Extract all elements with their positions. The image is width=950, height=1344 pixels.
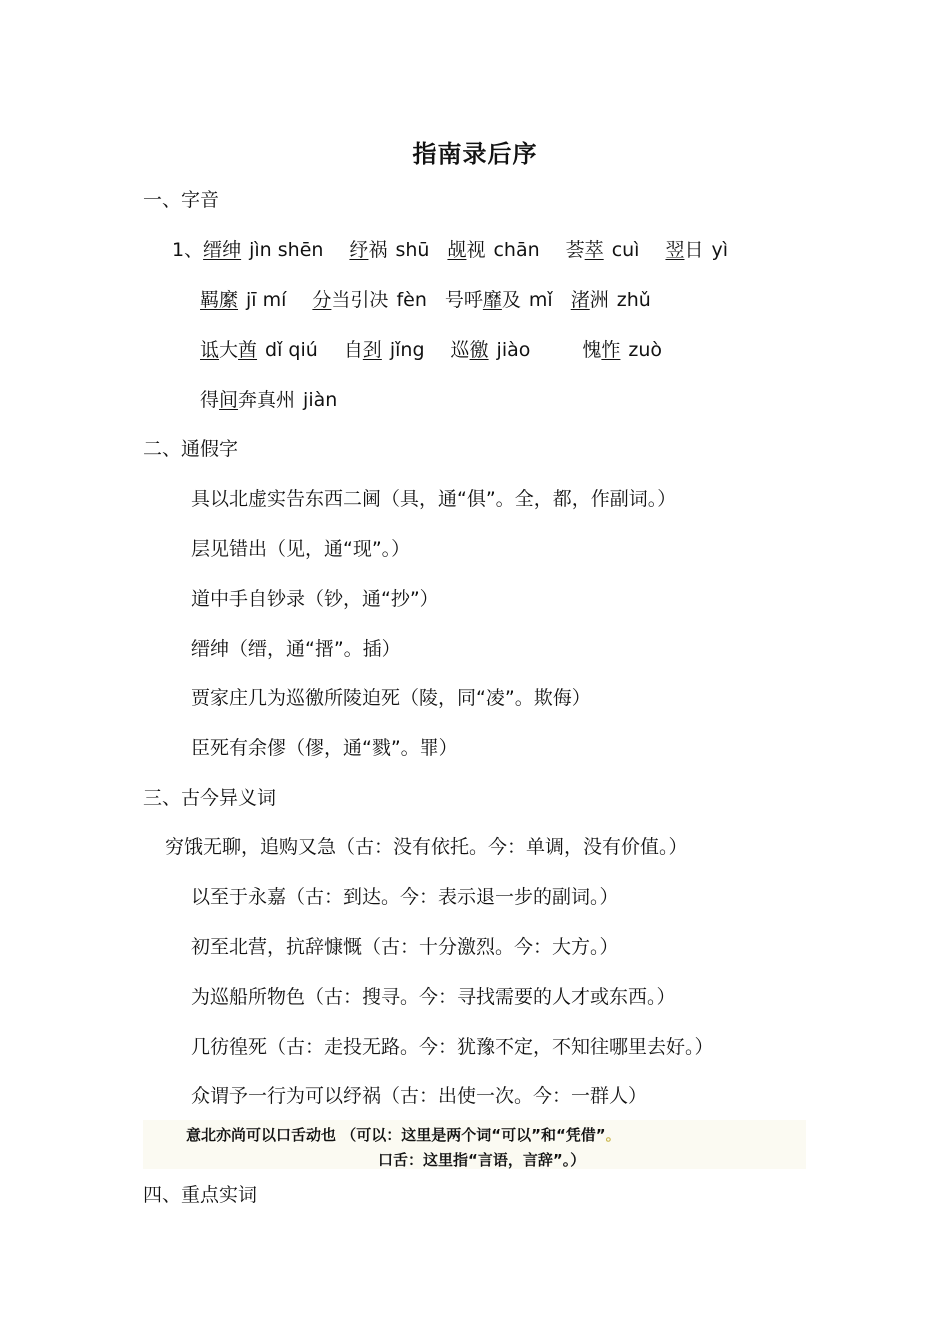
tongjia-item: 贾家庄几为巡徼所陵迫死（陵，同“凌”。欺侮） [191, 687, 591, 709]
pronunciation-row-1 [172, 238, 728, 262]
document-title: 指南录后序 [412, 140, 538, 168]
pinyin: jiào [496, 339, 531, 361]
highlighted-note-line-2: 口舌：这里指“言语，言辞”。） [378, 1151, 586, 1169]
word-mid: 大 [219, 339, 239, 361]
word: 酋 [238, 339, 258, 361]
pinyin: shū [395, 239, 430, 261]
tongjia-item: 缙绅（缙，通“搢”。插） [191, 638, 401, 660]
word: 萃 [584, 239, 604, 261]
gujin-item: 穷饿无聊，追购又急（古：没有依托。今：单调，没有价值。） [165, 836, 688, 858]
section-heading-pronunciation: 一、字音 [143, 189, 220, 211]
word: 分 [312, 289, 332, 311]
word: 间 [219, 389, 239, 411]
tongjia-item: 道中手自钞录（钞，通“抄”） [191, 588, 439, 610]
gujin-item: 为巡船所物色（古：搜寻。今：寻找需要的人才或东西。） [191, 986, 676, 1008]
word: 翌 [665, 239, 685, 261]
pronunciation-row-2 [200, 288, 651, 312]
gujin-item: 几彷徨死（古：走投无路。今：犹豫不定，不知往哪里去好。） [191, 1036, 714, 1058]
word: 缙绅 [203, 239, 242, 261]
pinyin: jìn shēn [249, 239, 324, 261]
pinyin: zhǔ [616, 289, 651, 311]
tongjia-item: 具以北虚实告东西二阃（具，通“俱”。全，都，作副词。） [191, 488, 677, 510]
word-pre: 自 [343, 339, 363, 361]
tongjia-item: 臣死有余僇（僇，通“戮”。罪） [191, 737, 458, 759]
gujin-item: 以至于永嘉（古：到达。今：表示退一步的副词。） [191, 886, 619, 908]
pronunciation-row-3 [200, 338, 662, 362]
word: 徼 [469, 339, 489, 361]
word-pre: 得 [200, 389, 220, 411]
pinyin: dǐ qiú [265, 339, 318, 361]
word-pre: 愧 [582, 339, 602, 361]
pinyin: mǐ [528, 289, 553, 311]
pinyin: yì [711, 239, 729, 261]
word: 诋 [200, 339, 220, 361]
word: 渚 [570, 289, 590, 311]
gujin-item: 初至北营，抗辞慷慨（古：十分激烈。今：大方。） [191, 936, 619, 958]
word-rest: 祸 [368, 239, 388, 261]
word-rest: 奔真州 [238, 389, 296, 411]
section-heading-shici: 四、重点实词 [143, 1184, 258, 1206]
row-prefix: 1、 [172, 239, 204, 261]
word-rest: 当引决 [331, 289, 389, 311]
word-rest: 视 [466, 239, 486, 261]
word-rest: 及 [501, 289, 521, 311]
word-rest: 日 [684, 239, 704, 261]
word: 纾 [349, 239, 369, 261]
word: 怍 [601, 339, 621, 361]
pinyin: jiàn [303, 389, 338, 411]
pinyin: zuò [628, 339, 663, 361]
pinyin: jǐng [389, 339, 425, 361]
word-pre: 号呼 [444, 289, 483, 311]
section-heading-tongjia: 二、通假字 [143, 438, 239, 460]
gujin-item: 众谓予一行为可以纾祸（古：出使一次。今：一群人） [191, 1085, 648, 1107]
word: 羁縻 [200, 289, 239, 311]
pinyin: cuì [611, 239, 640, 261]
tongjia-item: 层见错出（见，通“现”。） [191, 538, 411, 560]
note-end-mark: 。 [605, 1126, 621, 1144]
word-pre: 荟 [565, 239, 585, 261]
pinyin: fèn [396, 289, 427, 311]
word: 觇 [447, 239, 467, 261]
note-text: 意北亦尚可以口舌动也 （可以：这里是两个词“可以”和“凭借” [186, 1126, 606, 1144]
word: 靡 [482, 289, 502, 311]
word-rest: 洲 [589, 289, 609, 311]
word-pre: 巡 [450, 339, 470, 361]
word: 刭 [362, 339, 382, 361]
section-heading-gujin: 三、古今异义词 [143, 787, 277, 809]
pinyin: chān [493, 239, 540, 261]
pronunciation-row-4 [200, 388, 337, 412]
highlighted-note-line-1 [186, 1124, 621, 1145]
pinyin: jī mí [246, 289, 287, 311]
